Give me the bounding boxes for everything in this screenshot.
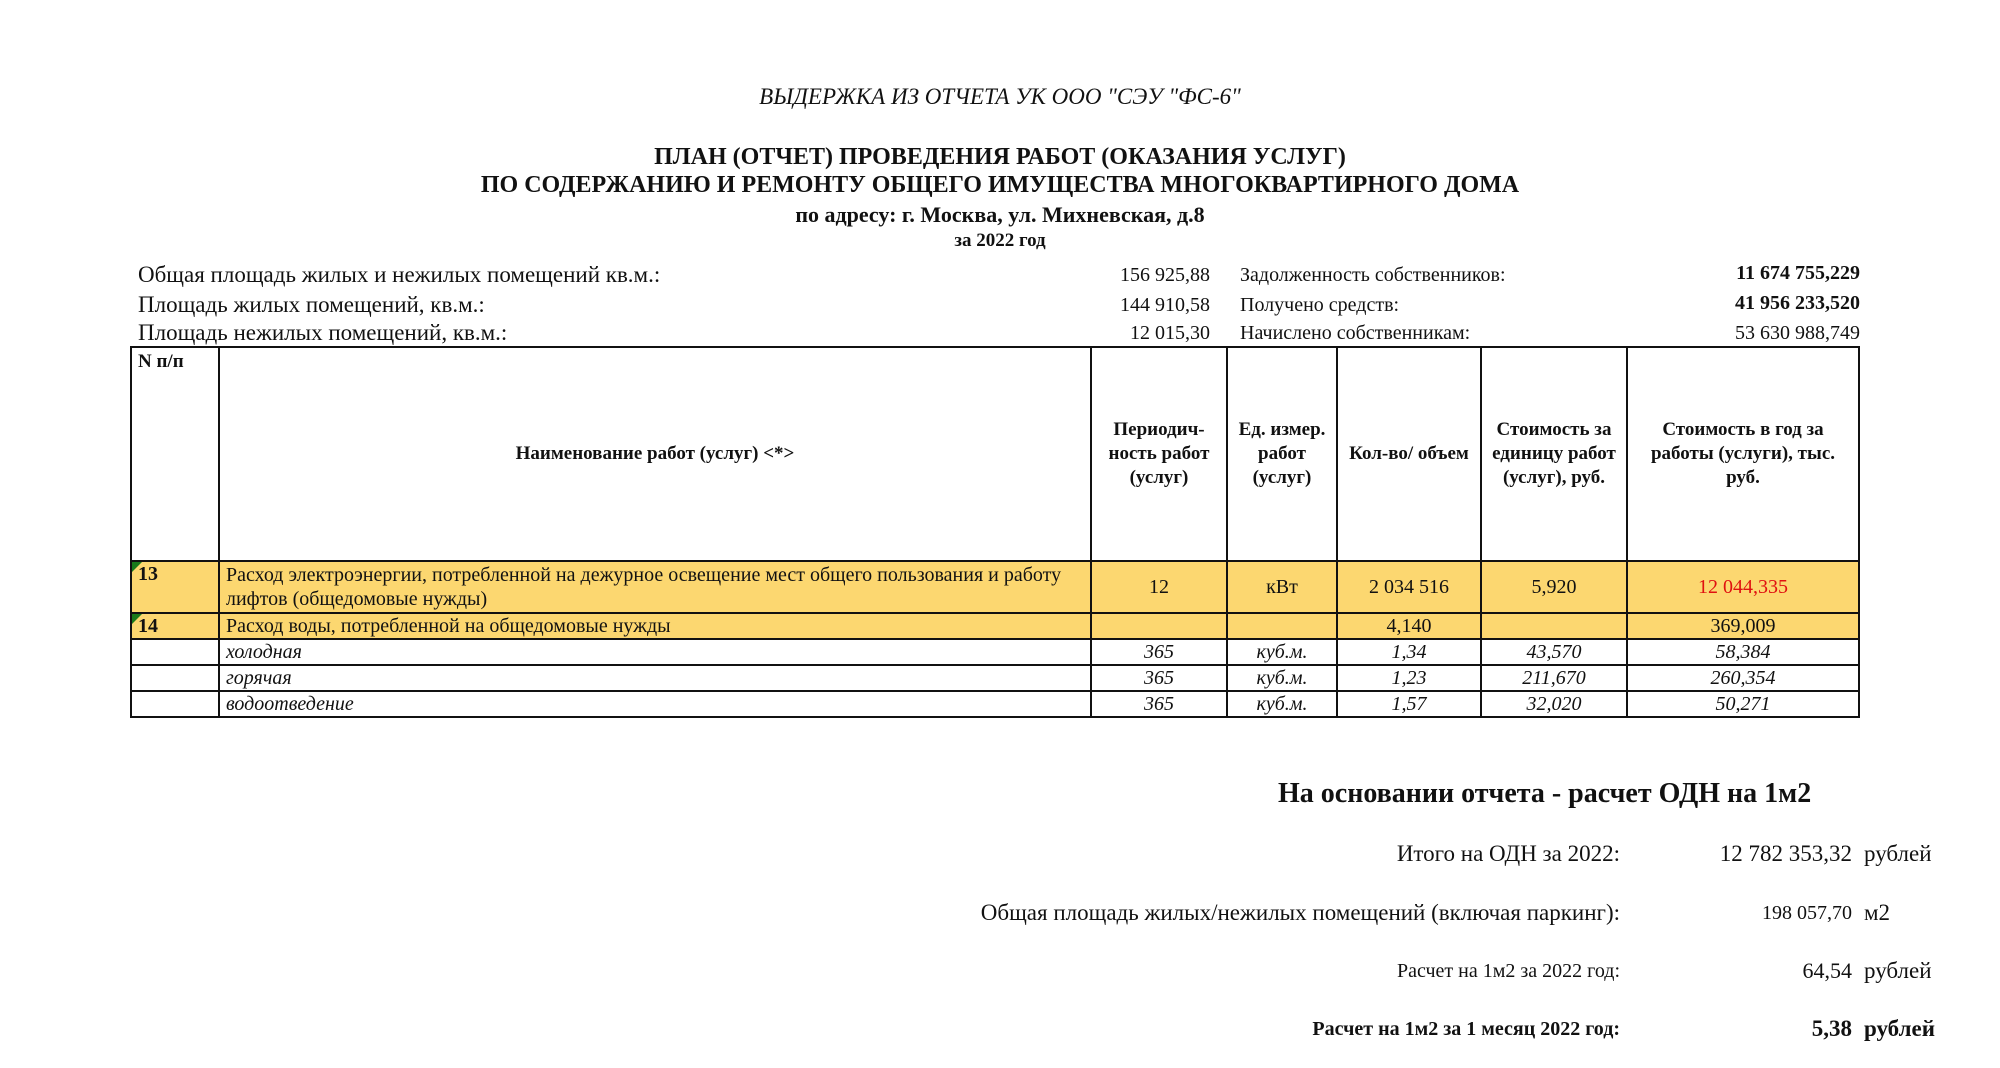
total-area-label: Общая площадь жилых и нежилых помещений кв.м.:	[138, 262, 661, 287]
table-row	[131, 639, 1859, 665]
calc-per-m2-unit: рублей	[1864, 958, 1932, 983]
row-name: холодная	[219, 639, 1091, 665]
row-year-cost: 369,009	[1627, 613, 1859, 639]
col-header-num: N п/п	[131, 347, 219, 561]
row-unit-cost: 32,020	[1481, 691, 1627, 717]
row-unit: куб.м.	[1227, 691, 1337, 717]
row-num	[131, 665, 219, 691]
row-num-cell	[131, 613, 219, 639]
row-period: 365	[1091, 665, 1227, 691]
row-unit-cost: 43,570	[1481, 639, 1627, 665]
calc-total-unit: рублей	[1864, 841, 1932, 866]
calc-total-label: Итого на ОДН за 2022:	[1396, 841, 1620, 866]
table-row	[131, 691, 1859, 717]
received-label: Получено средств:	[1240, 294, 1400, 316]
table-row	[131, 665, 1859, 691]
row-period: 365	[1091, 639, 1227, 665]
calc-area-unit: м2	[1864, 900, 1891, 925]
calc-per-month-label: Расчет на 1м2 за 1 месяц 2022 год:	[1312, 1018, 1620, 1040]
report-subtitle: ВЫДЕРЖКА ИЗ ОТЧЕТА УК ООО "СЭУ "ФС-6"	[759, 84, 1241, 109]
table-row	[131, 561, 1859, 613]
col-header-unit: Ед. измер. работ (услуг)	[1227, 347, 1337, 561]
row-qty: 1,34	[1337, 639, 1481, 665]
col-header-unit-cost: Стоимость за единицу работ (услуг), руб.	[1481, 347, 1627, 561]
charged-label: Начислено собственникам:	[1240, 322, 1471, 344]
row-num	[131, 691, 219, 717]
living-area-value: 144 910,58	[1120, 294, 1210, 316]
calc-area-label: Общая площадь жилых/нежилых помещений (включая паркинг):	[980, 900, 1620, 925]
row-num	[131, 639, 219, 665]
col-header-name: Наименование работ (услуг) <*>	[219, 347, 1091, 561]
row-period: 365	[1091, 691, 1227, 717]
year-line: за 2022 год	[954, 230, 1046, 251]
row-unit-cost	[1481, 613, 1627, 639]
title-line-1: ПЛАН (ОТЧЕТ) ПРОВЕДЕНИЯ РАБОТ (ОКАЗАНИЯ УСЛУГ)	[654, 144, 1346, 170]
row-unit: куб.м.	[1227, 665, 1337, 691]
table-header-row	[131, 347, 1859, 561]
row-year-cost: 50,271	[1627, 691, 1859, 717]
calc-total-value: 12 782 353,32	[1719, 841, 1852, 866]
calc-per-m2-value: 64,54	[1802, 958, 1852, 983]
nonliving-area-value: 12 015,30	[1130, 322, 1210, 344]
col-header-qty: Кол-во/ объем	[1337, 347, 1481, 561]
row-period: 12	[1091, 561, 1227, 613]
col-header-year-cost: Стоимость в год за работы (услуги), тыс. руб.	[1627, 347, 1859, 561]
cell-marker-icon	[132, 614, 142, 624]
row-num: 14	[138, 615, 158, 637]
row-unit-cost: 5,920	[1481, 561, 1627, 613]
row-year-cost: 58,384	[1627, 639, 1859, 665]
cell-marker-icon	[132, 562, 142, 572]
row-qty: 1,23	[1337, 665, 1481, 691]
calc-area-value: 198 057,70	[1762, 902, 1852, 924]
row-qty: 4,140	[1337, 613, 1481, 639]
row-unit: куб.м.	[1227, 639, 1337, 665]
received-value: 41 956 233,520	[1735, 292, 1860, 314]
debt-value: 11 674 755,229	[1736, 262, 1860, 284]
row-name: горячая	[219, 665, 1091, 691]
row-qty: 1,57	[1337, 691, 1481, 717]
row-unit-cost: 211,670	[1481, 665, 1627, 691]
calc-per-m2-label: Расчет на 1м2 за 2022 год:	[1396, 960, 1620, 982]
row-year-cost: 260,354	[1627, 665, 1859, 691]
row-unit	[1227, 613, 1337, 639]
row-period	[1091, 613, 1227, 639]
charged-value: 53 630 988,749	[1735, 322, 1860, 344]
row-name: Расход электроэнергии, потребленной на дежурное освещение мест общего пользования и работу лифтов (общедомовые нужды)	[219, 561, 1091, 613]
calc-per-month-value: 5,38	[1811, 1016, 1852, 1041]
works-table	[130, 346, 1860, 718]
row-unit: кВт	[1227, 561, 1337, 613]
row-name: Расход воды, потребленной на общедомовые нужды	[219, 613, 1091, 639]
row-name: водоотведение	[219, 691, 1091, 717]
row-num-cell	[131, 561, 219, 613]
table-row	[131, 613, 1859, 639]
title-line-2: ПО СОДЕРЖАНИЮ И РЕМОНТУ ОБЩЕГО ИМУЩЕСТВА МНОГОКВАРТИРНОГО ДОМА	[480, 172, 1520, 198]
calc-per-month-unit: рублей	[1864, 1016, 1935, 1041]
row-year-cost: 12 044,335	[1627, 561, 1859, 613]
debt-label: Задолженность собственников:	[1240, 264, 1506, 286]
row-num: 13	[138, 563, 158, 585]
row-qty: 2 034 516	[1337, 561, 1481, 613]
living-area-label: Площадь жилых помещений, кв.м.:	[138, 292, 485, 317]
total-area-value: 156 925,88	[1120, 264, 1210, 286]
address-line: по адресу: г. Москва, ул. Михневская, д.8	[795, 202, 1205, 227]
calc-heading: На основании отчета - расчет ОДН на 1м2	[1278, 778, 1812, 809]
nonliving-area-label: Площадь нежилых помещений, кв.м.:	[138, 320, 508, 345]
col-header-period: Периодич-ность работ (услуг)	[1091, 347, 1227, 561]
